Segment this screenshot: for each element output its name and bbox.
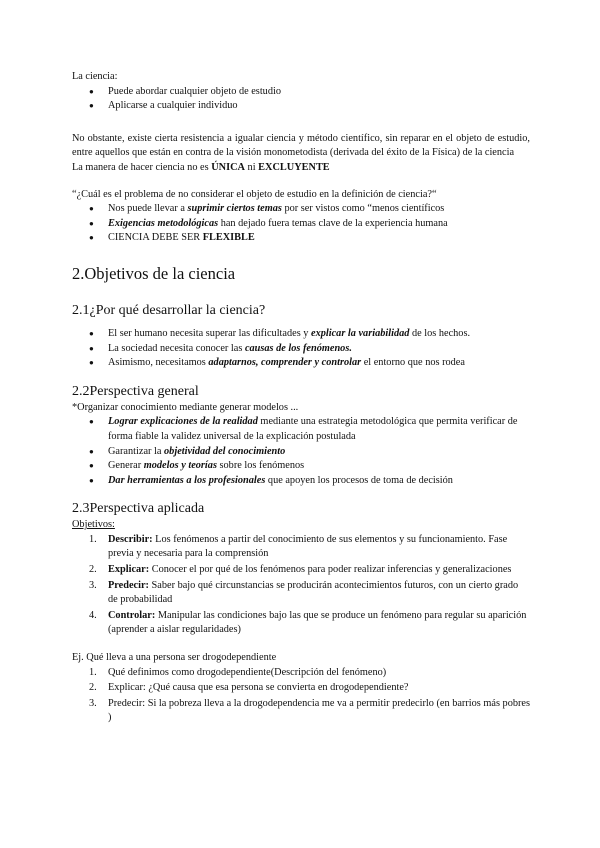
bullet-icon: ● bbox=[89, 461, 94, 471]
list-item: 4. Controlar: Manipular las condiciones bajo las que se produce un fenómeno para regular su aparición (aprender a aislar regularidades) bbox=[89, 609, 527, 636]
general-bullet-list bbox=[72, 415, 530, 488]
list-item: 1. Qué definimos como drogodependiente(Descripción del fenómeno) bbox=[89, 666, 387, 678]
list-item: ● Generar modelos y teorías sobre los fenómenos bbox=[72, 459, 530, 474]
general-intro: *Organizar conocimiento mediante generar modelos ... bbox=[72, 401, 299, 413]
bullet-icon: ● bbox=[89, 358, 94, 368]
list-item: 3. Predecir: Si la pobreza lleva a la drogodependencia me va a permitir predecirlo (en barrios más pobres ) bbox=[89, 697, 530, 724]
list-item: ● Exigencias metodológicas han dejado fuera temas clave de la experiencia humana bbox=[72, 217, 530, 232]
list-item: ● Lograr explicaciones de la realidad mediante una estrategia metodológica que permita verificar de forma fiable la validez universal de la explicación postulada bbox=[89, 416, 518, 442]
example-title: Ej. Qué lleva a una persona ser drogodependiente bbox=[72, 652, 277, 664]
intro-paragraph: No obstante, existe cierta resistencia a igualar ciencia y método científico, sin reparar en el objeto de estudio, entre aquellos que están en contra de la visión monometodista (derivada del éxito de la Física) de la ciencia bbox=[72, 132, 530, 159]
document-page bbox=[72, 70, 530, 727]
list-item: ● Garantizar la objetividad del conocimiento bbox=[72, 445, 530, 460]
list-item: 1. Describir: Los fenómenos a partir del conocimiento de sus elementos y su funcionamiento. Fase previa y necesaria para la comprensión bbox=[89, 533, 508, 560]
why-bullet-list bbox=[72, 327, 530, 371]
objectives-numbered-list bbox=[72, 533, 530, 638]
list-item: ● Dar herramientas a los profesionales que apoyen los procesos de toma de decisión bbox=[72, 474, 530, 489]
intro-heading: La ciencia: bbox=[72, 71, 118, 82]
subsection-title: 2.3Perspectiva aplicada bbox=[72, 501, 205, 517]
list-item: ● El ser humano necesita superar las dificultades y explicar la variabilidad de los hechos. bbox=[72, 327, 530, 342]
bullet-icon: ● bbox=[89, 417, 94, 427]
list-item: 3. Predecir: Saber bajo qué circunstancias se producirán acontecimientos futuros, con un cierto grado de probabilidad bbox=[89, 579, 519, 606]
bullet-icon: ● bbox=[89, 343, 94, 353]
bullet-icon: ● bbox=[89, 475, 94, 485]
list-item: ● CIENCIA DEBE SER FLEXIBLE bbox=[72, 231, 530, 246]
bullet-icon: ● bbox=[89, 218, 94, 228]
subsection-title: 2.1¿Por qué desarrollar la ciencia? bbox=[72, 302, 266, 318]
bullet-icon: ● bbox=[89, 446, 94, 456]
subsection-title: 2.2Perspectiva general bbox=[72, 383, 199, 399]
question-bullet-list bbox=[72, 202, 530, 246]
list-item: 2. Explicar: Conocer el por qué de los fenómenos para poder realizar inferencias y generalizaciones bbox=[89, 564, 512, 576]
bullet-icon: ● bbox=[89, 328, 94, 338]
bullet-icon: ● bbox=[89, 233, 94, 243]
list-item: ● Nos puede llevar a suprimir ciertos temas por ser vistos como “menos científicos bbox=[72, 202, 530, 217]
list-item: ● Aplicarse a cualquier individuo bbox=[72, 99, 530, 114]
objetivos-label: Objetivos: bbox=[72, 519, 115, 531]
list-item: ● Puede abordar cualquier objeto de estudio bbox=[72, 85, 530, 100]
bullet-icon: ● bbox=[89, 101, 94, 111]
list-item: ● La sociedad necesita conocer las causas de los fenómenos. bbox=[72, 342, 530, 357]
list-item: ● Asimismo, necesitamos adaptarnos, comprender y controlar el entorno que nos rodea bbox=[72, 356, 530, 371]
section-title: 2.Objetivos de la ciencia bbox=[72, 263, 236, 283]
example-numbered-list bbox=[72, 666, 530, 726]
bullet-icon: ● bbox=[89, 204, 94, 214]
intro-question: “¿Cuál es el problema de no considerar el objeto de estudio en la definición de ciencia?“ bbox=[72, 188, 437, 200]
intro-bullet-list bbox=[72, 85, 530, 114]
list-item: 2. Explicar: ¿Qué causa que esa persona se convierta en drogodependiente? bbox=[89, 682, 409, 694]
intro-statement: La manera de hacer ciencia no es ÚNICA ni EXCLUYENTE bbox=[72, 161, 330, 173]
bullet-icon: ● bbox=[89, 86, 94, 96]
